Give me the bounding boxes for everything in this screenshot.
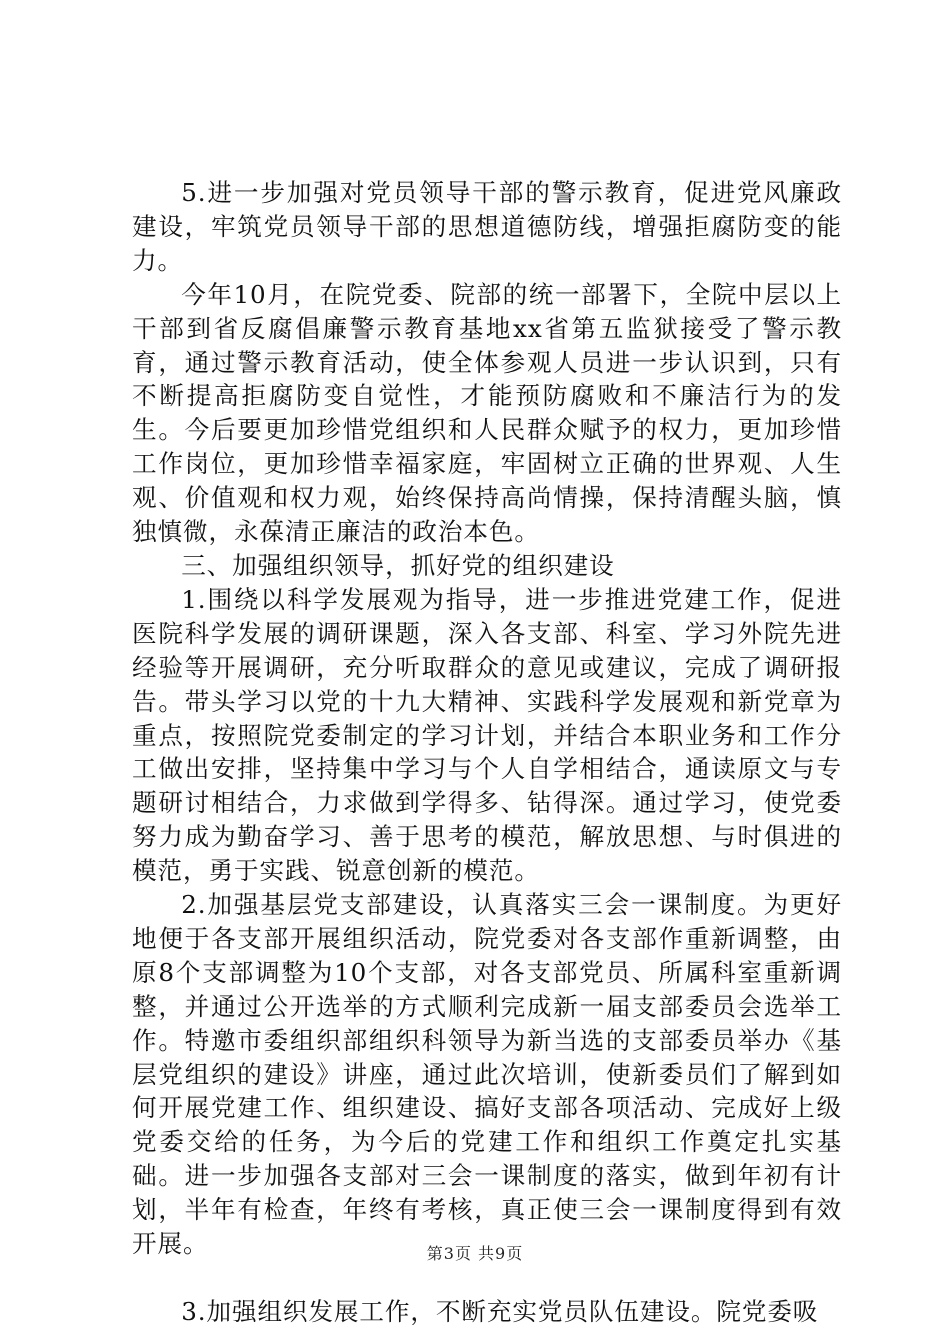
paragraph-item-5-warning-education: 5.进一步加强对党员领导干部的警示教育，促进党风廉政建设，牢筑党员领导干部的思想道德防线，增强拒腐防变的能力。 xyxy=(132,178,842,275)
paragraph-item-2-branch-building: 2.加强基层党支部建设，认真落实三会一课制度。为更好地便于各支部开展组织活动，院党委对各支部作重新调整，由原8个支部调整为10个支部，对各支部党员、所属科室重新调整，并通过公开选举的方式顺利完成新一届支部委员会选举工作。特邀市委组织部组织科领导为新当选的支部委员举办《基层党组织的建设》讲座，通过此次培训，使新委员们了解到如何开展党建工作、组织建设、搞好支部各项活动、完成好上级党委交给的任务，为今后的党建工作和组织工作奠定扎实基础。进一步加强各支部对三会一课制度的落实，做到年初有计划，半年有检查，年终有考核，真正使三会一课制度得到有效开展。 xyxy=(132,890,842,1259)
section-heading-organization: 三、加强组织领导，抓好党的组织建设 xyxy=(181,550,615,580)
paragraph-warning-education-detail: 今年10月，在院党委、院部的统一部署下，全院中层以上干部到省反腐倡廉警示教育基地xx省第五监狱接受了警示教育，通过警示教育活动，使全体参观人员进一步认识到，只有不断提高拒腐防变自觉性，才能预防腐败和不廉洁行为的发生。今后要更加珍惜党组织和人民群众赋予的权力，更加珍惜工作岗位，更加珍惜幸福家庭，牢固树立正确的世界观、人生观、价值观和权力观，始终保持高尚情操，保持清醒头脑，慎独慎微，永葆清正廉洁的政治本色。 xyxy=(132,279,842,547)
paragraph-item-3-member-development: 3.加强组织发展工作，不断充实党员队伍建设。院党委吸 xyxy=(181,1296,819,1326)
paragraph-item-1-research: 1.围绕以科学发展观为指导，进一步推进党建工作，促进医院科学发展的调研课题，深入各支部、科室、学习外院先进经验等开展调研，充分听取群众的意见或建议，完成了调研报告。带头学习以党的十九大精神、实践科学发展观和新党章为重点，按照院党委制定的学习计划，并结合本职业务和工作分工做出安排，坚持集中学习与个人自学相结合，通读原文与专题研讨相结合，力求做到学得多、钻得深。通过学习，使党委努力成为勤奋学习、善于思考的模范，解放思想、与时俱进的模范，勇于实践、锐意创新的模范。 xyxy=(132,584,842,886)
page-number-footer: 第3页 共9页 xyxy=(426,1244,524,1263)
document-body xyxy=(132,176,842,1329)
